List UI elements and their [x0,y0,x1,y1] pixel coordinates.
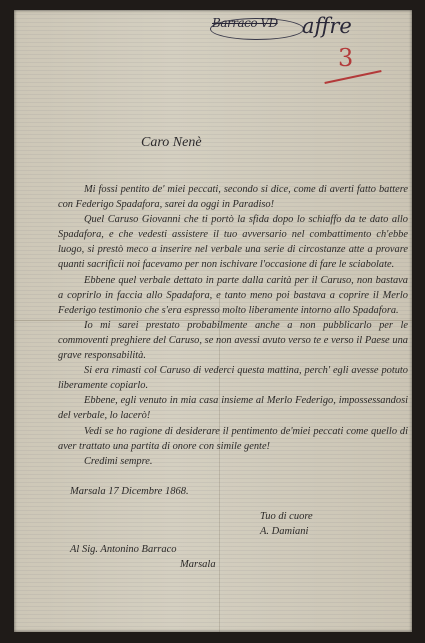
page-number: 3 [338,44,354,72]
paragraph: Vedi se ho ragione di desiderare il pentimento de'miei peccati come quello di aver trattato una partita di onore con simile gente! [58,425,408,452]
paragraph: Ebbene, egli venuto in mia casa insieme al Merlo Federigo, impossessandosi del verbale, lo lacerò! [58,395,408,422]
recipient-city: Marsala [180,559,216,570]
paragraph: Quel Caruso Giovanni che ti portò la sfida dopo lo schiaffo da te dato allo Spadafora, e che vedesti assistere il tuo avversario nel combattimento ch'ebbe luogo, si prestò meco a inserire nel verbale una serie di circostanze atte a provare quanti sacrificii noi facevamo per non ischivare l'occasione di fare le sciabolate. [58,214,408,271]
letter-date: Marsala 17 Dicembre 1868. [70,486,189,497]
paragraph: Credimi sempre. [84,455,153,467]
letter-closing [260,509,313,539]
paragraph: Mi fossi pentito de' miei peccati, secondo si dice, come di averti fatto battere con Federigo Spadafora, sarei da oggi in Paradiso! [58,184,408,211]
signature: A. Damiani [260,526,309,537]
handwritten-note: affre [302,14,352,38]
paragraph: Io mi sarei prestato probabilmente anche a non pubblicarlo per le commoventi preghiere del Caruso, se non avessi avuto verso te e verso il Paese una grave responsabilità. [58,319,408,362]
letter-body [58,182,408,469]
paragraph: Si era rimasti col Caruso di vederci questa mattina, perch' egli avesse potuto liberamente copiarlo. [58,365,408,392]
paragraph: Ebbene quel verbale dettato in parte dalla carità per il Caruso, non bastava a coprirlo in faccia allo Spadafora, e tanto meno poi bastava a coprire il Merlo Federigo testimonio che s'era espresso molto liberamente intorno allo Spadafora. [58,274,408,316]
closing-phrase: Tuo di cuore [260,511,313,522]
recipient-address [70,542,216,572]
recipient-name: Al Sig. Antonino Barraco [70,544,177,555]
letter-greeting: Caro Nenè [141,135,202,150]
inventory-note: Barraco VD [212,16,278,30]
